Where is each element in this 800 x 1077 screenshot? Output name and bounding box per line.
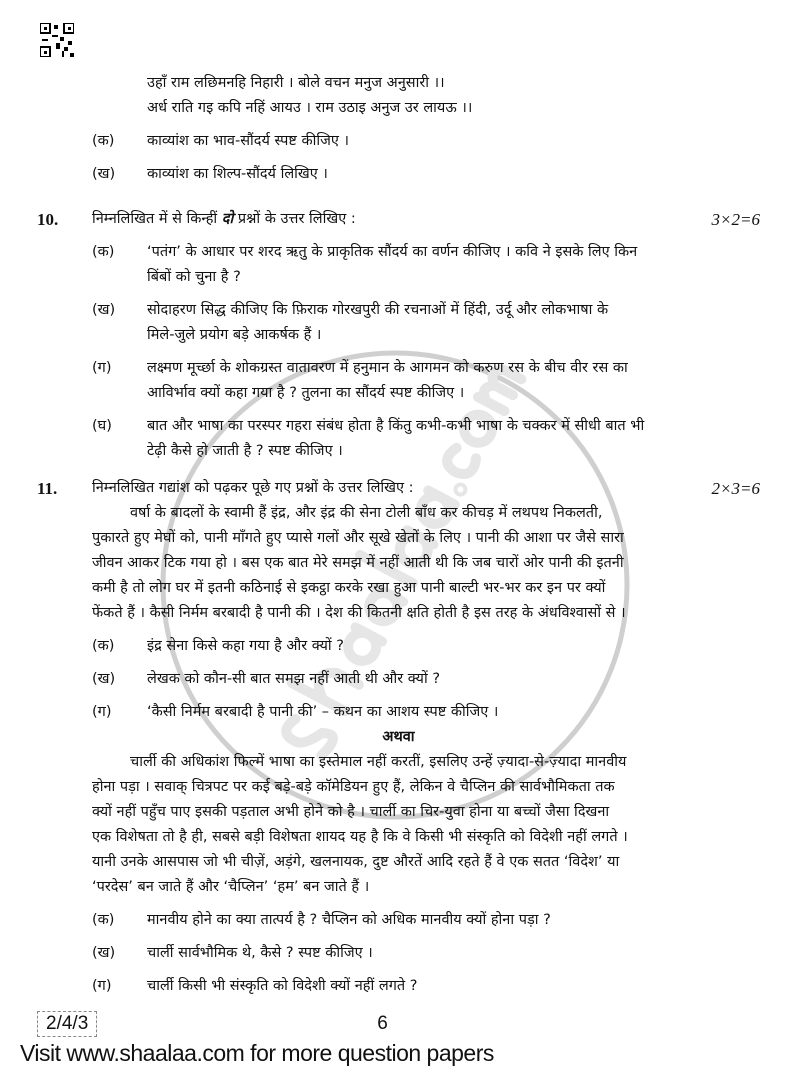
poem-line: उहाँ राम लछिमनहि निहारी । बोले वचन मनुज अनुसारी ।। bbox=[147, 75, 445, 91]
question-prompt bbox=[92, 207, 700, 232]
question-part bbox=[37, 414, 760, 464]
part-label: (ख) bbox=[92, 166, 116, 182]
marks: 2×3=6 bbox=[711, 479, 760, 498]
question-part bbox=[37, 908, 760, 933]
passage-line: फेंकते हैं । कैसी निर्मम बरबादी है पानी की । देश की कितनी क्षति होती है इस तरह के अंधविश्वासों से । bbox=[92, 605, 626, 621]
question-text: लक्ष्मण मूर्च्छा के शोकग्रस्त वातावरण में हनुमान के आगमन को करुण रस के बीच वीर रस का bbox=[147, 360, 628, 376]
part-label: (ग) bbox=[92, 704, 112, 720]
passage-line: चार्ली की अधिकांश फिल्में भाषा का इस्तेमाल नहीं करतीं, इसलिए उन्हें ज़्यादा-से-ज़्यादा मानवीय bbox=[130, 754, 627, 770]
passage-line: वर्षा के बादलों के स्वामी हैं इंद्र, और इंद्र की सेना टोली बाँध कर कीचड़ में लथपथ निकलती, bbox=[130, 505, 603, 521]
question-text: काव्यांश का भाव-सौंदर्य स्पष्ट कीजिए । bbox=[147, 133, 349, 149]
question-text: टेढ़ी कैसे हो जाती है ? स्पष्ट कीजिए । bbox=[147, 443, 343, 459]
part-label: (क) bbox=[92, 638, 115, 654]
question-text: सोदाहरण सिद्ध कीजिए कि फ़िराक गोरखपुरी की रचनाओं में हिंदी, उर्दू और लोकभाषा के bbox=[147, 302, 609, 318]
part-label: (घ) bbox=[92, 418, 112, 434]
question-prompt: निम्नलिखित गद्यांश को पढ़कर पूछे गए प्रश्नों के उत्तर लिखिए : bbox=[92, 480, 414, 496]
poem-line: अर्ध राति गइ कपि नहिं आयउ । राम उठाइ अनुज उर लायऊ ।। bbox=[147, 100, 473, 116]
question-text: बिंबों को चुना है ? bbox=[147, 269, 241, 285]
part-label: (क) bbox=[92, 244, 115, 260]
passage-line: जीवन आकर टिक गया हो । बस एक बात मेरे समझ में नहीं आती थी कि जब चारों ओर पानी की इतनी bbox=[92, 555, 624, 571]
prompt-emphasis: दो bbox=[221, 211, 234, 227]
question-text: चार्ली सार्वभौमिक थे, कैसे ? स्पष्ट कीजिए । bbox=[147, 945, 373, 961]
part-label: (क) bbox=[92, 133, 115, 149]
question-part bbox=[37, 298, 760, 348]
question-text: चार्ली किसी भी संस्कृति को विदेशी क्यों नहीं लगते ? bbox=[147, 978, 418, 994]
question-number: 11. bbox=[37, 479, 58, 498]
question-text: मिले-जुले प्रयोग बड़े आकर्षक हैं । bbox=[147, 327, 322, 343]
passage-line: पुकारते हुए मेघों को, पानी माँगते हुए प्यासे गलों और सूखे खेतों के लिए । पानी की आशा पर जैसे सारा bbox=[92, 530, 624, 546]
question-part bbox=[37, 162, 760, 187]
passage-line: यानी उनके आसपास जो भी चीज़ें, अड़ंगे, खलनायक, दुष्ट औरतें आदि रहते हैं वे एक सतत ‘विदेश’ या bbox=[92, 854, 620, 870]
question-text: ‘पतंग’ के आधार पर शरद ऋतु के प्राकृतिक सौंदर्य का वर्णन कीजिए । कवि ने इसके लिए किन bbox=[147, 244, 638, 260]
part-label: (ग) bbox=[92, 360, 112, 376]
question-part bbox=[37, 941, 760, 966]
question-part bbox=[37, 356, 760, 406]
marks: 3×2=6 bbox=[711, 210, 760, 229]
question-part bbox=[37, 129, 760, 154]
question-number: 10. bbox=[37, 210, 59, 229]
passage-line: कमी है तो लोग घर में इतनी कठिनाई से इकट्ठा करके रखा हुआ पानी बाल्टी भर-भर कर इन पर क्यों bbox=[92, 580, 606, 596]
part-label: (ख) bbox=[92, 302, 116, 318]
passage-line: ‘परदेस’ बन जाते हैं और ‘चैप्लिन’ ‘हम’ बन जाते हैं । bbox=[92, 879, 370, 895]
question-part bbox=[37, 240, 760, 290]
poem bbox=[37, 71, 760, 121]
question-text: बात और भाषा का परस्पर गहरा संबंध होता है किंतु कभी-कभी भाषा के चक्कर में सीधी बात भी bbox=[147, 418, 645, 434]
passage-line: एक विशेषता तो है ही, सबसे बड़ी विशेषता शायद यह है कि वे किसी भी संस्कृति को विदेशी नहीं लगते । bbox=[92, 829, 628, 845]
question-header bbox=[37, 207, 760, 232]
paper-code: 2/4/3 bbox=[37, 1011, 97, 1037]
passage bbox=[37, 501, 760, 626]
question-header bbox=[37, 476, 760, 501]
part-label: (क) bbox=[92, 912, 115, 928]
passage-line: क्यों नहीं पहुँच पाए इसकी पड़ताल अभी होने को है । चार्ली का चिर-युवा होना या बच्चों जैसा दिखना bbox=[92, 804, 610, 820]
question-part bbox=[37, 974, 760, 999]
qr-code-icon bbox=[40, 23, 74, 57]
passage-line: होना पड़ा । सवाक् चित्रपट पर कई बड़े-बड़े कॉमेडियन हुए हैं, लेकिन वे चैप्लिन की सार्वभौमिकता तक bbox=[92, 779, 615, 795]
question-text: आविर्भाव क्यों कहा गया है ? तुलना का सौंदर्य स्पष्ट कीजिए । bbox=[147, 385, 465, 401]
part-label: (ग) bbox=[92, 978, 112, 994]
question-text: मानवीय होने का क्या तात्पर्य है ? चैप्लिन को अधिक मानवीय क्यों होना पड़ा ? bbox=[147, 912, 551, 928]
part-label: (ख) bbox=[92, 945, 116, 961]
question-part bbox=[37, 700, 760, 725]
or-heading: अथवा bbox=[382, 729, 415, 745]
question-part bbox=[37, 634, 760, 659]
page-number: 6 bbox=[377, 1013, 388, 1034]
prompt-text: निम्नलिखित में से किन्हीं bbox=[92, 211, 222, 227]
question-text: इंद्र सेना किसे कहा गया है और क्यों ? bbox=[147, 638, 344, 654]
visit-banner: Visit www.shaalaa.com for more question papers bbox=[20, 1040, 494, 1066]
question-text: लेखक को कौन-सी बात समझ नहीं आती थी और क्यों ? bbox=[147, 671, 441, 687]
question-text: काव्यांश का शिल्प-सौंदर्य लिखिए । bbox=[147, 166, 328, 182]
page-footer bbox=[37, 1011, 760, 1037]
question-part bbox=[37, 667, 760, 692]
part-label: (ख) bbox=[92, 671, 116, 687]
passage bbox=[37, 750, 760, 900]
prompt-text: प्रश्नों के उत्तर लिखिए : bbox=[233, 211, 356, 227]
question-text: ‘कैसी निर्मम बरबादी है पानी की’ – कथन का आशय स्पष्ट कीजिए । bbox=[147, 704, 499, 720]
